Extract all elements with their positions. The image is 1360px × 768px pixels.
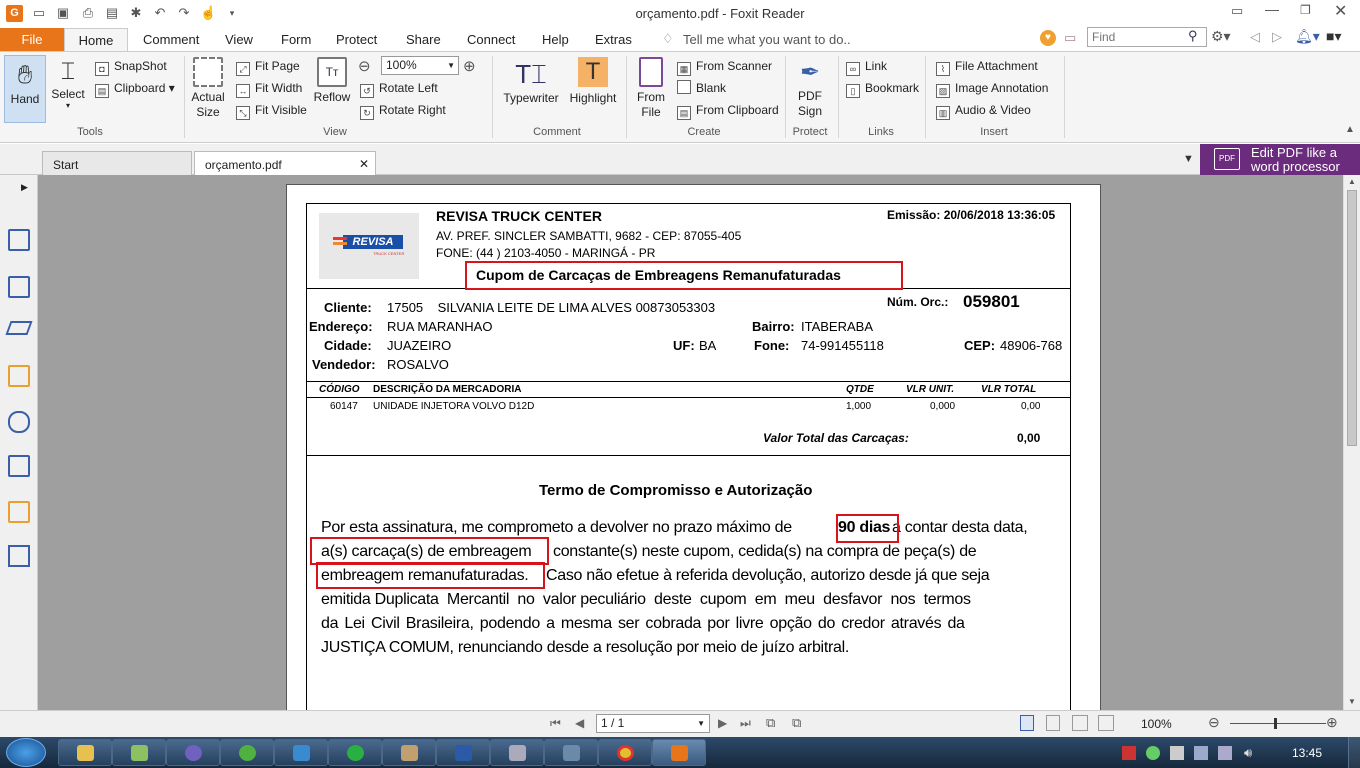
tab-share[interactable]: Share: [406, 32, 441, 47]
group-comment-label: Comment: [533, 126, 581, 138]
group-insert-label: Insert: [980, 126, 1008, 138]
table-header-line-bottom: [306, 397, 1071, 398]
vendedor-label: Vendedor:: [312, 357, 376, 372]
rotate-left-button[interactable]: ↺ Rotate Left: [360, 80, 438, 98]
start-button[interactable]: [6, 738, 46, 767]
num-orc-value: 059801: [963, 292, 1020, 311]
maximize-icon[interactable]: ❐: [1300, 3, 1311, 17]
group-create-label: Create: [687, 126, 721, 138]
paragraph-line-1c: a contar desta data,: [892, 519, 1028, 536]
document-tab[interactable]: orçamento.pdf ✕: [194, 151, 376, 176]
first-page-icon[interactable]: ⏮: [550, 716, 561, 730]
highlight-box-carcaca: [310, 537, 549, 565]
snapshot-button[interactable]: ◘ SnapShot: [95, 58, 167, 76]
bell-icon[interactable]: 🔔︎▾: [1295, 28, 1320, 44]
total-label: Valor Total das Carcaças:: [763, 431, 909, 445]
scroll-thumb[interactable]: [1347, 190, 1357, 446]
uf-label: UF:: [673, 338, 695, 353]
actual-size-icon: [193, 57, 223, 87]
scroll-up-icon[interactable]: ▲: [1348, 177, 1356, 186]
tab-protect[interactable]: Protect: [336, 32, 378, 47]
fit-page-icon: ⤢: [236, 62, 250, 76]
tab-form[interactable]: Form: [281, 32, 312, 47]
prev-page-icon[interactable]: ◀: [575, 716, 585, 730]
network-icon[interactable]: [1218, 746, 1232, 760]
fit-page-button[interactable]: ⤢ Fit Page: [236, 58, 300, 76]
separator: [184, 56, 185, 138]
calculator-icon: [509, 745, 526, 761]
last-page-icon[interactable]: ⏭: [740, 716, 751, 730]
zoom-in-icon[interactable]: ⊕: [463, 58, 476, 75]
word-icon: [455, 745, 472, 761]
security-lock-icon[interactable]: [8, 501, 30, 523]
new-icon[interactable]: ✱: [130, 5, 142, 20]
typewriter-button[interactable]: T⌶ Typewriter: [500, 57, 562, 106]
paperclip-icon: ⌇: [936, 62, 950, 76]
explorer-icon: [77, 745, 94, 761]
heart-icon[interactable]: ♥: [1040, 30, 1056, 46]
blank-page-icon: [677, 80, 691, 94]
hand-tool-icon[interactable]: ☝: [200, 5, 217, 20]
fit-visible-icon: ⤡: [236, 106, 250, 120]
items-divider: [306, 455, 1071, 456]
hand-button[interactable]: ✋︎ Hand: [4, 55, 46, 123]
table-header-line-top: [306, 381, 1071, 382]
start-tab[interactable]: Start: [42, 151, 192, 175]
tray-icon[interactable]: [1146, 746, 1160, 760]
paragraph-line-1a: Por esta assinatura, me comprometo a devolver no prazo máximo de: [321, 519, 792, 536]
scroll-down-icon[interactable]: ▼: [1348, 697, 1356, 706]
app-icon: [563, 745, 580, 761]
scanner-icon: ▦: [677, 62, 691, 76]
select-button[interactable]: ⌶ Select ▾: [51, 58, 85, 110]
row-vlr-total: 0,00: [1021, 401, 1041, 412]
highlight-box-title: [465, 261, 903, 290]
separator: [1064, 56, 1065, 138]
col-qtde: QTDE: [846, 384, 874, 395]
vertical-scrollbar[interactable]: [1343, 175, 1360, 710]
from-scanner-button[interactable]: ▦ From Scanner: [677, 58, 772, 76]
audio-video-button[interactable]: ▥ Audio & Video: [936, 102, 1031, 120]
taskbar-calculator[interactable]: [490, 739, 544, 766]
row-descricao: UNIDADE INJETORA VOLVO D12D: [373, 401, 535, 412]
signature-panel-icon[interactable]: [8, 455, 30, 477]
taskbar-app-7[interactable]: [382, 739, 436, 766]
bairro-value: ITABERABA: [801, 319, 874, 334]
title-bar: [0, 0, 1360, 28]
typewriter-icon: T⌶: [515, 59, 547, 89]
pdf-page: [286, 184, 1101, 710]
next-page-icon[interactable]: ▶: [718, 716, 728, 730]
endereco-value: RUA MARANHAO: [387, 319, 493, 334]
image-icon: ▨: [936, 84, 950, 98]
pdf-sign-button[interactable]: ✒ PDF Sign: [790, 57, 830, 119]
pdf-edit-icon: PDF: [1214, 148, 1240, 170]
rotate-left-icon: ↺: [360, 84, 374, 98]
highlight-box-90-dias: [836, 514, 899, 543]
highlight-icon: T: [578, 57, 608, 87]
open-icon[interactable]: ▭: [32, 5, 46, 20]
zoom-out-status-icon[interactable]: ⊖: [1208, 714, 1220, 730]
app-icon: [401, 745, 418, 761]
tray-icon[interactable]: [1170, 746, 1184, 760]
tray-icon[interactable]: [1122, 746, 1136, 760]
row-vlr-unit: 0,000: [930, 401, 956, 412]
whatsapp-icon: [347, 745, 364, 761]
comments-icon[interactable]: [8, 365, 30, 387]
highlight-box-embreagem: [316, 562, 545, 589]
fone-label: Fone:: [754, 338, 790, 353]
col-codigo: CÓDIGO: [319, 384, 360, 395]
blank-button[interactable]: Blank: [677, 80, 726, 96]
termo-title: Termo de Compromisso e Autorização: [539, 482, 813, 499]
from-file-icon: [639, 57, 663, 87]
paragraph-line-2b: constante(s) neste cupom, cedida(s) na compra de peça(s) de: [553, 543, 977, 560]
show-desktop[interactable]: [1348, 737, 1360, 768]
app-icon: [239, 745, 256, 761]
menu-tab-bar: [0, 28, 1360, 52]
volume-icon[interactable]: 🔊︎: [1244, 745, 1253, 760]
status-bar: [0, 710, 1360, 737]
tab-file[interactable]: File: [0, 28, 64, 52]
taskbar-chrome[interactable]: [598, 739, 652, 766]
prev-icon[interactable]: ◁: [1250, 29, 1260, 44]
group-links-label: Links: [868, 126, 894, 138]
zoom-out-icon[interactable]: ⊖: [358, 58, 371, 75]
customize-icon[interactable]: ▾: [229, 8, 235, 18]
fit-visible-button[interactable]: ⤡ Fit Visible: [236, 102, 307, 120]
tab-help[interactable]: Help: [542, 32, 569, 47]
cliente-value: 17505 SILVANIA LEITE DE LIMA ALVES 00873053303: [387, 300, 716, 315]
ribbon: [0, 51, 1360, 143]
tab-home[interactable]: Home: [64, 28, 128, 53]
save-icon[interactable]: ▣: [56, 5, 70, 20]
layers-icon[interactable]: [5, 321, 32, 335]
cliente-label: Cliente:: [324, 300, 372, 315]
window-title: orçamento.pdf - Foxit Reader: [635, 6, 805, 21]
app-icon: [185, 745, 202, 761]
link-icon: ∞: [846, 62, 860, 76]
bairro-label: Bairro:: [752, 319, 795, 334]
camera-icon: ◘: [95, 62, 109, 76]
taskbar-app-5[interactable]: [274, 739, 328, 766]
taskbar-app-3[interactable]: [166, 739, 220, 766]
from-file-button[interactable]: From File: [631, 57, 671, 120]
zoom-slider-thumb[interactable]: [1274, 718, 1277, 729]
pen-icon: ✒: [799, 59, 821, 86]
fit-page-status-icon[interactable]: ⧉: [766, 715, 776, 730]
reflow-icon: Tт: [317, 57, 347, 87]
highlight-button[interactable]: T Highlight: [569, 58, 617, 105]
windows-taskbar: [0, 737, 1360, 768]
emission-date: Emissão: 20/06/2018 13:36:05: [887, 208, 1056, 222]
logo-subtitle: TRUCK CENTER: [373, 251, 405, 256]
from-clipboard-button[interactable]: ▤ From Clipboard: [677, 102, 779, 120]
logo-stripes: [333, 237, 347, 240]
tell-me-input[interactable]: Tell me what you want to do..: [683, 32, 851, 47]
user-icon[interactable]: ■▾: [1326, 28, 1342, 44]
zoom-select[interactable]: 100% ▼: [381, 56, 459, 75]
minimize-icon[interactable]: —: [1265, 1, 1279, 17]
image-annotation-button[interactable]: ▨ Image Annotation: [936, 80, 1048, 98]
document-title: Cupom de Carcaças de Embreagens Remanufaturadas: [476, 267, 841, 283]
taskbar-app-10[interactable]: [544, 739, 598, 766]
paragraph-line-2a: a(s) carcaça(s) de embreagem: [321, 543, 532, 560]
endereco-label: Endereço:: [309, 319, 373, 334]
fit-width-icon: ↔: [236, 84, 250, 98]
page-number-select[interactable]: 1 / 1 ▼: [596, 714, 710, 733]
foxit-logo-icon: G: [6, 5, 23, 22]
undo-icon[interactable]: ↶: [154, 5, 166, 20]
logo-text: REVISA: [343, 235, 403, 249]
tab-list-icon[interactable]: ▼: [1183, 153, 1194, 165]
continuous-icon[interactable]: [1046, 715, 1060, 731]
actual-size-button[interactable]: Actual Size: [188, 57, 228, 120]
taskbar-app-2[interactable]: [112, 739, 166, 766]
paragraph-line-3b: Caso não efetue à referida devolução, autorizo desde já que seja: [546, 567, 990, 584]
cidade-label: Cidade:: [324, 338, 372, 353]
paragraph-line-3a: embreagem remanufaturadas.: [321, 567, 529, 584]
taskbar-explorer[interactable]: [58, 739, 112, 766]
print-icon[interactable]: ⎙: [82, 5, 94, 20]
next-icon[interactable]: ▷: [1272, 29, 1282, 44]
zoom-in-status-icon[interactable]: ⊕: [1326, 714, 1338, 730]
reflow-button[interactable]: Tт Reflow: [311, 57, 353, 105]
close-tab-icon[interactable]: ✕: [358, 157, 369, 171]
cep-value: 48906-768: [1000, 338, 1063, 353]
company-address: AV. PREF. SINCLER SAMBATTI, 9682 - CEP: 87055-405: [436, 229, 742, 243]
redo-icon[interactable]: ↷: [178, 5, 190, 20]
group-tools-label: Tools: [77, 126, 103, 138]
bookmark-icon: ▯: [846, 84, 860, 98]
fone-value: 74-991455118: [801, 338, 884, 353]
separator: [492, 56, 493, 138]
group-view-label: View: [323, 126, 347, 138]
promo-banner[interactable]: PDF Edit PDF like a word processor: [1200, 144, 1360, 175]
pages-icon[interactable]: [8, 229, 30, 251]
paragraph-line-5: da Lei Civil Brasileira, podendo a mesma ser cobrada por livre opção do credor através da: [321, 615, 965, 632]
clock[interactable]: 13:45: [1292, 746, 1323, 760]
file-attachment-button[interactable]: ⌇ File Attachment: [936, 58, 1038, 76]
company-phone: FONE: (44 ) 2103-4050 - MARINGÁ - PR: [436, 246, 656, 260]
document-viewer[interactable]: [38, 175, 1343, 710]
paste-icon: ▤: [677, 106, 691, 120]
expand-panel-icon[interactable]: ▶: [21, 182, 28, 192]
total-value: 0,00: [1017, 431, 1041, 445]
single-page-icon[interactable]: [1020, 715, 1034, 731]
tab-comment[interactable]: Comment: [143, 32, 200, 47]
search-icon[interactable]: ⚲: [1188, 28, 1198, 43]
restore-icon[interactable]: ▭: [1231, 3, 1244, 18]
tray-icon[interactable]: [1194, 746, 1208, 760]
collapse-ribbon-icon[interactable]: ▲: [1345, 124, 1355, 135]
zoom-level: 100%: [1141, 717, 1172, 731]
app-icon: [131, 745, 148, 761]
tools-icon[interactable]: [8, 545, 30, 567]
close-icon[interactable]: ✕: [1334, 3, 1348, 20]
settings-icon[interactable]: ⚙▾: [1211, 28, 1231, 44]
col-vlr-unit: VLR UNIT.: [906, 384, 955, 395]
zoom-slider[interactable]: [1230, 723, 1326, 724]
company-logo: [319, 213, 419, 279]
thumbnails-icon[interactable]: [8, 276, 30, 298]
select-icon: ⌶: [60, 58, 76, 85]
taskbar-foxit[interactable]: [652, 739, 706, 766]
app-icon: [293, 745, 310, 761]
group-protect-label: Protect: [792, 126, 828, 138]
properties-icon[interactable]: ▤: [105, 5, 119, 20]
chrome-icon: [617, 745, 634, 761]
taskbar-word[interactable]: [436, 739, 490, 766]
taskbar-whatsapp[interactable]: [328, 739, 382, 766]
tab-view[interactable]: View: [225, 32, 253, 47]
document-tab-bar: [0, 144, 1360, 175]
paragraph-line-6: JUSTIÇA COMUM, renunciando desde a resolução por meio de juízo arbitral.: [321, 639, 849, 656]
two-page-icon[interactable]: ⧉: [792, 715, 802, 730]
col-descricao: DESCRIÇÃO DA MERCADORIA: [373, 384, 522, 395]
separator: [838, 56, 839, 138]
vendedor-value: ROSALVO: [387, 357, 449, 372]
tab-extras[interactable]: Extras: [595, 32, 632, 47]
attachments-icon[interactable]: [8, 411, 30, 433]
rotate-right-icon: ↻: [360, 106, 374, 120]
hand-icon: ✋︎: [17, 59, 33, 89]
taskbar-app-4[interactable]: [220, 739, 274, 766]
clipboard-icon: ▤: [95, 84, 109, 98]
foxit-icon: [671, 745, 688, 761]
paragraph-line-4: emitida Duplicata Mercantil no valor peculiário deste cupom em meu desfavor nos termos: [321, 591, 971, 608]
paragraph-line-1b: 90 dias: [838, 519, 891, 536]
cep-label: CEP:: [964, 338, 996, 353]
cidade-value: JUAZEIRO: [387, 338, 452, 353]
num-orc-label: Núm. Orc.:: [887, 295, 949, 309]
lightbulb-icon: ♢: [662, 31, 674, 46]
separator: [626, 56, 627, 138]
link-button[interactable]: ∞ Link: [846, 58, 887, 76]
row-codigo: 60147: [330, 401, 358, 412]
folder-search-icon[interactable]: ▭: [1064, 30, 1077, 45]
separator: [925, 56, 926, 138]
uf-value: BA: [699, 338, 717, 353]
rotate-right-button[interactable]: ↻ Rotate Right: [360, 102, 446, 120]
row-qtde: 1,000: [846, 401, 872, 412]
film-icon: ▥: [936, 106, 950, 120]
fit-width-button[interactable]: ↔ Fit Width: [236, 80, 302, 98]
navigation-panel: [0, 175, 38, 710]
company-name: REVISA TRUCK CENTER: [436, 208, 602, 224]
col-vlr-total: VLR TOTAL: [981, 384, 1037, 395]
bookmark-button[interactable]: ▯ Bookmark: [846, 80, 919, 98]
tab-connect[interactable]: Connect: [467, 32, 516, 47]
facing-icon[interactable]: [1072, 715, 1088, 731]
clipboard-button[interactable]: ▤ Clipboard ▾: [95, 80, 175, 98]
continuous-facing-icon[interactable]: [1098, 715, 1114, 731]
